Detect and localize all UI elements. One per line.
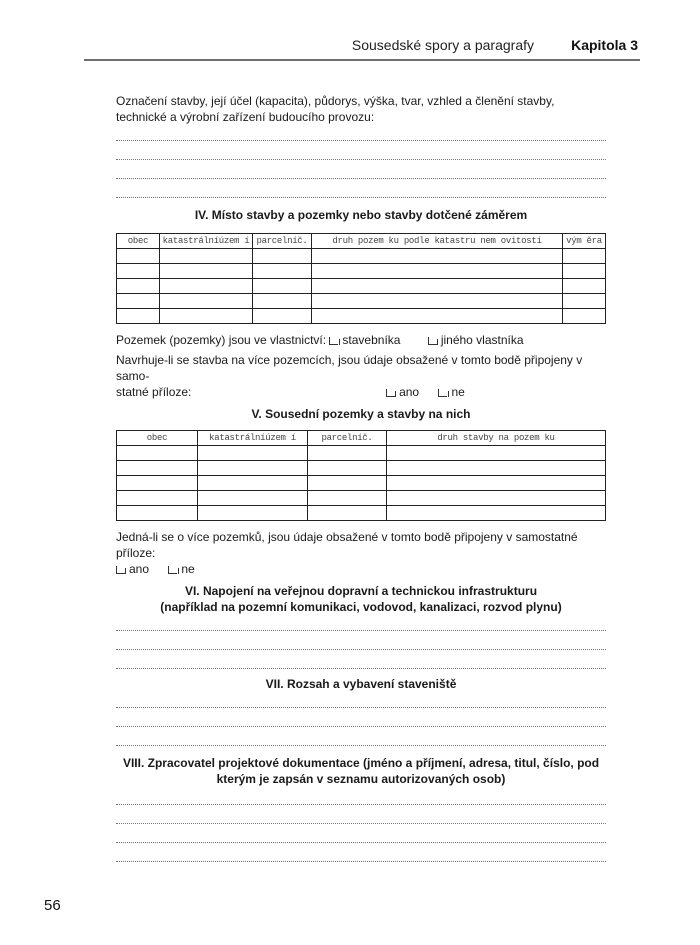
section-5-heading: V. Sousední pozemky a stavby na nich	[251, 407, 471, 421]
column-header-obec: obec	[117, 234, 160, 249]
table-cell[interactable]	[160, 309, 253, 324]
table-cell[interactable]	[198, 491, 308, 506]
fill-line[interactable]	[116, 163, 606, 182]
option-ne[interactable]	[438, 385, 464, 399]
table-cell[interactable]	[387, 476, 606, 491]
ownership-option-stavebnik[interactable]	[329, 333, 400, 347]
section-7-heading: VII. Rozsah a vybavení staveniště	[265, 677, 457, 691]
checkbox-icon[interactable]	[428, 337, 437, 345]
question-text-line1: Navrhuje-li se stavba na více pozemcích, jsou údaje obsažené v tomto bodě připojeny v samo-	[116, 353, 583, 383]
table-cell[interactable]	[253, 279, 312, 294]
column-header-vymera: vým ěra	[563, 234, 606, 249]
question-text: Jedná-li se o více pozemků, jsou údaje obsažené v tomto bodě připojeny v samostatné příloze:	[116, 530, 578, 560]
table-cell[interactable]	[253, 294, 312, 309]
table-cell[interactable]	[387, 461, 606, 476]
table-cell[interactable]	[387, 446, 606, 461]
table-cell[interactable]	[160, 279, 253, 294]
checkbox-icon[interactable]	[386, 389, 395, 397]
fill-line[interactable]	[116, 789, 606, 808]
table-row	[117, 506, 606, 521]
table-cell[interactable]	[117, 309, 160, 324]
table-cell[interactable]	[312, 309, 563, 324]
column-header-parcelni-cislo: parcelníč.	[253, 234, 312, 249]
page-number: 56	[44, 897, 61, 914]
section-8-fill-lines	[116, 789, 606, 865]
table-row	[117, 279, 606, 294]
option-label: ne	[451, 385, 465, 399]
fill-line[interactable]	[116, 692, 606, 711]
table-row	[117, 491, 606, 506]
fill-line[interactable]	[116, 730, 606, 749]
table-cell[interactable]	[198, 446, 308, 461]
table-cell[interactable]	[563, 264, 606, 279]
table-row	[117, 264, 606, 279]
option-ano[interactable]	[386, 385, 419, 399]
fill-line[interactable]	[116, 653, 606, 672]
table-cell[interactable]	[253, 264, 312, 279]
option-label: ano	[399, 385, 420, 399]
chapter-title: Sousedské spory a paragrafy	[351, 37, 534, 53]
table-cell[interactable]	[117, 491, 198, 506]
table-cell[interactable]	[160, 249, 253, 264]
section-4-heading: IV. Místo stavby a pozemky nebo stavby dotčené záměrem	[194, 208, 528, 222]
table-cell[interactable]	[253, 249, 312, 264]
table-cell[interactable]	[117, 279, 160, 294]
table-cell[interactable]	[117, 294, 160, 309]
table-cell[interactable]	[198, 506, 308, 521]
plots-table	[116, 233, 606, 324]
fill-line[interactable]	[116, 182, 606, 201]
table-row	[117, 461, 606, 476]
multiple-plots-question	[116, 352, 606, 400]
intro-text: Označení stavby, její účel (kapacita), půdorys, výška, tvar, vzhled a členění stavby, technické a výrobní zařízení budoucího provozu:	[116, 94, 555, 124]
option-ano[interactable]	[116, 562, 149, 576]
table-cell[interactable]	[198, 461, 308, 476]
table-row	[117, 446, 606, 461]
table-cell[interactable]	[117, 446, 198, 461]
chapter-label: Kapitola 3	[571, 37, 638, 53]
option-label: jiného vlastníka	[440, 333, 524, 347]
table-cell[interactable]	[563, 294, 606, 309]
column-header-katastralni-uzemi: katastrálníúzem í	[160, 234, 253, 249]
table-cell[interactable]	[308, 491, 387, 506]
option-label: stavebníka	[342, 333, 401, 347]
table-row	[117, 309, 606, 324]
neighbour-plots-table	[116, 430, 606, 521]
section-6-subtitle: (například na pozemní komunikaci, vodovod, kanalizaci, rozvod plynu)	[160, 600, 562, 614]
checkbox-icon[interactable]	[438, 389, 447, 397]
table-cell[interactable]	[160, 264, 253, 279]
option-ne[interactable]	[168, 562, 194, 576]
table-cell[interactable]	[312, 279, 563, 294]
section-6-fill-lines	[116, 615, 606, 672]
column-header-parcelni-cislo: parcelníč.	[308, 431, 387, 446]
table-cell[interactable]	[198, 476, 308, 491]
option-label: ne	[181, 562, 195, 576]
table-cell[interactable]	[117, 476, 198, 491]
table-cell[interactable]	[563, 249, 606, 264]
column-header-druh-pozemku: druh pozem ku podle katastru nem ovitostí	[312, 234, 563, 249]
fill-line[interactable]	[116, 711, 606, 730]
table-cell[interactable]	[117, 461, 198, 476]
fill-line[interactable]	[116, 827, 606, 846]
column-header-katastralni-uzemi: katastrálníúzem í	[198, 431, 308, 446]
ownership-question	[116, 332, 606, 348]
table-row	[117, 294, 606, 309]
form-content	[116, 93, 606, 865]
intro-fill-lines	[116, 125, 606, 201]
ownership-option-jiny-vlastnik[interactable]	[428, 333, 524, 347]
section-6-heading	[116, 583, 606, 615]
section-8-title-line2: kterým je zapsán v seznamu autorizovaných osob)	[216, 772, 506, 786]
fill-line[interactable]	[116, 144, 606, 163]
fill-line[interactable]	[116, 615, 606, 634]
table-header-row	[117, 234, 606, 249]
table-cell[interactable]	[117, 249, 160, 264]
fill-line[interactable]	[116, 125, 606, 144]
option-label: ano	[129, 562, 150, 576]
ownership-label: Pozemek (pozemky) jsou ve vlastnictví:	[116, 333, 327, 347]
table-cell[interactable]	[308, 461, 387, 476]
table-cell[interactable]	[312, 249, 563, 264]
checkbox-icon[interactable]	[116, 566, 125, 574]
fill-line[interactable]	[116, 634, 606, 653]
table-cell[interactable]	[117, 264, 160, 279]
running-header	[84, 34, 640, 61]
table-cell[interactable]	[117, 506, 198, 521]
table-cell[interactable]	[387, 491, 606, 506]
table-cell[interactable]	[308, 476, 387, 491]
table-cell[interactable]	[308, 506, 387, 521]
fill-line[interactable]	[116, 808, 606, 827]
table-cell[interactable]	[387, 506, 606, 521]
section-8-heading	[116, 755, 606, 787]
column-header-druh-stavby: druh stavby na pozem ku	[387, 431, 606, 446]
multiple-neighbour-plots-question	[116, 529, 606, 577]
table-header-row	[117, 431, 606, 446]
table-cell[interactable]	[253, 309, 312, 324]
table-cell[interactable]	[308, 446, 387, 461]
column-header-obec: obec	[117, 431, 198, 446]
checkbox-icon[interactable]	[168, 566, 177, 574]
table-cell[interactable]	[160, 294, 253, 309]
fill-line[interactable]	[116, 846, 606, 865]
checkbox-icon[interactable]	[329, 337, 338, 345]
question-text-line2: statné příloze:	[116, 385, 192, 399]
section-7-fill-lines	[116, 692, 606, 749]
table-cell[interactable]	[563, 279, 606, 294]
table-row	[117, 476, 606, 491]
table-cell[interactable]	[312, 264, 563, 279]
table-cell[interactable]	[312, 294, 563, 309]
section-6-title: VI. Napojení na veřejnou dopravní a technickou infrastrukturu	[184, 584, 538, 598]
table-cell[interactable]	[563, 309, 606, 324]
table-row	[117, 249, 606, 264]
section-8-title-line1: VIII. Zpracovatel projektové dokumentace (jméno a příjmení, adresa, titul, číslo, pod	[122, 756, 600, 770]
